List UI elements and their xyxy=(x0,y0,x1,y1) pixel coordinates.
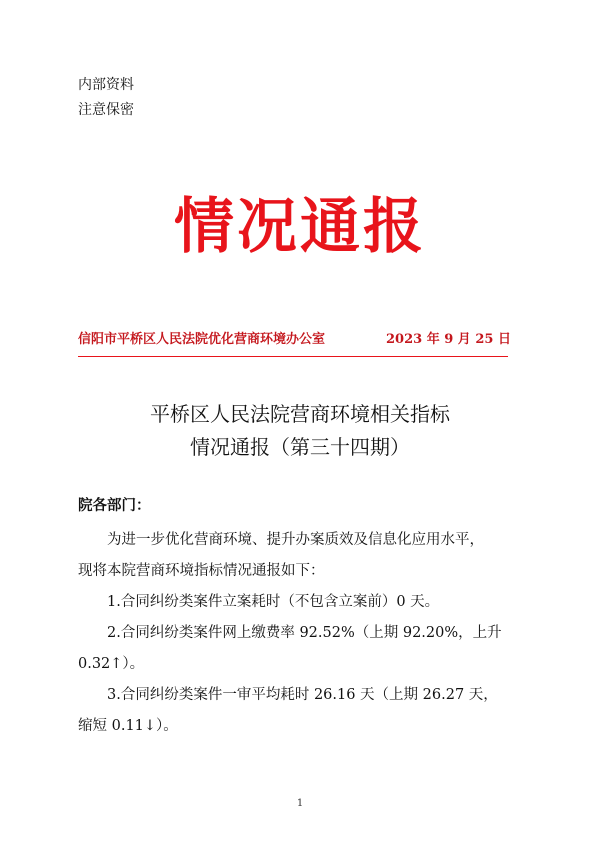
intro-paragraph-line1: 为进一步优化营商环境、提升办案质效及信息化应用水平， xyxy=(107,532,484,548)
confidentiality-notice xyxy=(78,73,134,123)
list-item-3-line1: 3.合同纠纷类案件一审平均耗时 26.16 天（上期 26.27 天， xyxy=(107,687,498,703)
document-title-line2: 情况通报（第三十四期） xyxy=(190,435,410,459)
intro-paragraph-line2: 现将本院营商环境指标情况通报如下： xyxy=(78,563,325,579)
page-number: 1 xyxy=(296,798,304,809)
document-body xyxy=(78,490,518,742)
list-item-1: 1.合同纠纷类案件立案耗时（不包含立案前）0 天。 xyxy=(107,594,440,610)
salutation: 院各部门： xyxy=(78,497,151,514)
document-title-line1: 平桥区人民法院营商环境相关指标 xyxy=(150,402,450,426)
issuer-row xyxy=(78,330,511,350)
issuing-organization: 信阳市平桥区人民法院优化营商环境办公室 xyxy=(78,332,326,347)
list-item-3-line2: 缩短 0.11↓）。 xyxy=(78,718,178,734)
issue-date: 2023 年 9 月 25 日 xyxy=(386,332,511,347)
confidential-line-secrecy: 注意保密 xyxy=(78,102,134,118)
document-title xyxy=(0,398,600,464)
list-item-2-line1: 2.合同纠纷类案件网上缴费率 92.52%（上期 92.20%，上升 xyxy=(107,625,502,641)
masthead-divider xyxy=(78,356,508,357)
list-item-2-line2: 0.32↑）。 xyxy=(78,656,145,672)
masthead-title: 情况通报 xyxy=(174,192,426,262)
confidential-line-internal: 内部资料 xyxy=(78,77,134,93)
